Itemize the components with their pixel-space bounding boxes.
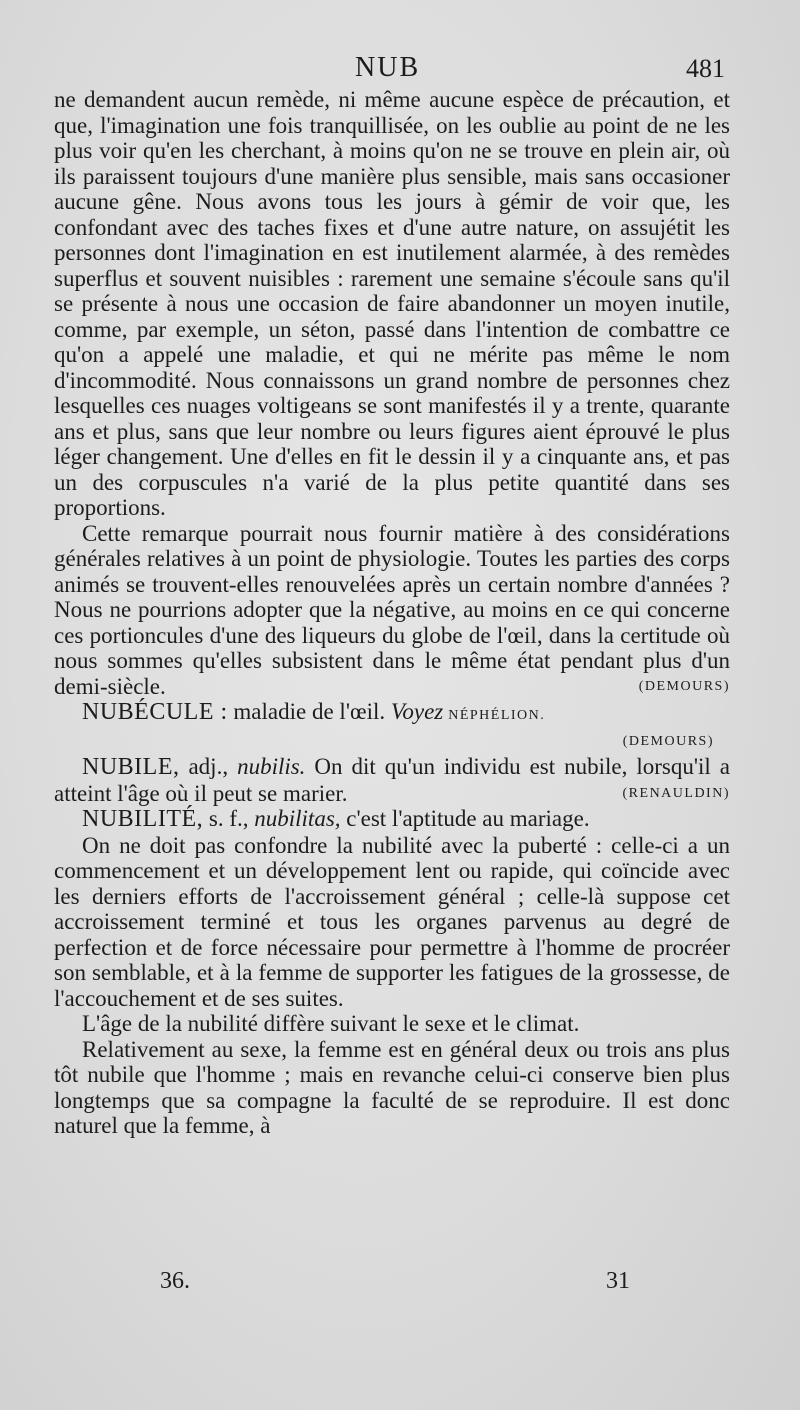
- paragraph-4: L'âge de la nubilité diffère suivant le sexe et le climat.: [82, 1011, 580, 1036]
- entry-nubilite: [54, 806, 730, 833]
- paragraph-2-text: Cette remarque pourrait nous fournir matière à des considérations générales relatives à un point de physiologie. Toutes les parties des corps animés se trouvent-elles renouvelées après un certain nombre d'années ? Nous ne pourrions adopter que la négative, au moins en ce qui concerne ces portioncules d'une des liqueurs du globe de l'œil, dans la certitude où nous sommes qu'elles subsistent dans le même état pendant plus d'un demi-siècle.: [54, 520, 730, 699]
- author-signature-demours-1: (DEMOURS): [638, 678, 730, 694]
- author-signature-demours-2: (DEMOURS): [622, 733, 714, 749]
- entry-nubilite-text: c'est l'aptitude au mariage.: [340, 806, 590, 831]
- entry-nubile-pos: adj.,: [179, 754, 238, 779]
- entry-nubilite-latin: nubilitas,: [254, 806, 341, 831]
- entry-nubilite-headword: NUBILITÉ,: [82, 806, 204, 832]
- paragraph-5: Relativement au sexe, la femme est en général deux ou trois ans plus tôt nubile que l'homme ; mais en revanche celui-ci conserve bien plus longtemps que sa compagne la faculté de se reproduire. Il est donc naturel que la femme, à: [54, 1036, 730, 1138]
- running-title: NUB: [355, 52, 421, 83]
- sheet-number: 31: [606, 1268, 630, 1294]
- signature-mark: 36.: [160, 1268, 190, 1294]
- author-signature-renauldin: (RENAULDIN): [622, 785, 730, 801]
- entry-nubecule: [54, 699, 730, 754]
- text-body: [54, 87, 730, 1139]
- entry-nubecule-headword: NUBÉCULE :: [82, 699, 228, 725]
- entry-nubecule-reference: NÉPHÉLION.: [443, 708, 546, 723]
- entry-nubile-headword: NUBILE,: [82, 754, 180, 780]
- entry-nubile-latin: nubilis.: [237, 754, 306, 779]
- entry-nubilite-pos: s. f.,: [203, 806, 255, 831]
- page-footer: [0, 1268, 800, 1298]
- page-number: 481: [686, 54, 725, 83]
- paragraph-2: [54, 521, 730, 700]
- entry-nubecule-text: maladie de l'œil.: [227, 699, 391, 724]
- paragraph-3: On ne doit pas confondre la nubilité avec la puberté : celle-ci a un commencement et un développement lent ou rapide, qui coïncide avec les derniers efforts de l'accroissement général ; celle-là suppose cet accroissement terminé et tous les organes parvenus au degré de perfection et de force nécessaire pour permettre à l'homme de procréer son semblable, et à la femme de supporter les fatigues de la grossesse, de l'accouchement et de ses suites.: [54, 832, 730, 1011]
- entry-nubecule-voyez: Voyez: [390, 699, 444, 724]
- paragraph-1: ne demandent aucun remède, ni même aucune espèce de précaution, et que, l'imagination une fois tranquillisée, on les oublie au point de ne les plus voir qu'en les cherchant, à moins qu'on ne se trouve en plein air, où ils paraissent toujours d'une manière plus sensible, mais sans occasioner aucune gêne. Nous avons tous les jours à gémir de voir que, les confondant avec des taches fixes et d'une autre nature, on assujétit les personnes dont l'imagination en est inutilement alarmée, à des remèdes superflus et souvent nuisibles : rarement une semaine s'écoule sans qu'il se présente à nous une occasion de faire abandonner un moyen inutile, comme, par exemple, un séton, passé dans l'intention de combattre ce qu'on a appelé une maladie, et qui ne mérite pas même le nom d'incommodité. Nous connaissons un grand nombre de personnes chez lesquelles ces nuages voltigeans se sont manifestés il y a trente, quarante ans et plus, sans que leur nombre ou leurs figures aient éprouvé le plus léger changement. Une d'elles en fit le dessin il y a cinquante ans, et pas un des corpuscules n'a varié de la plus petite quantité dans ses proportions.: [54, 87, 730, 520]
- entry-nubile-text: On dit qu'un individu est nubile, lorsqu'il a atteint l'âge où il peut se marier.: [54, 754, 730, 806]
- running-header: [0, 52, 800, 86]
- entry-nubile: [54, 754, 730, 806]
